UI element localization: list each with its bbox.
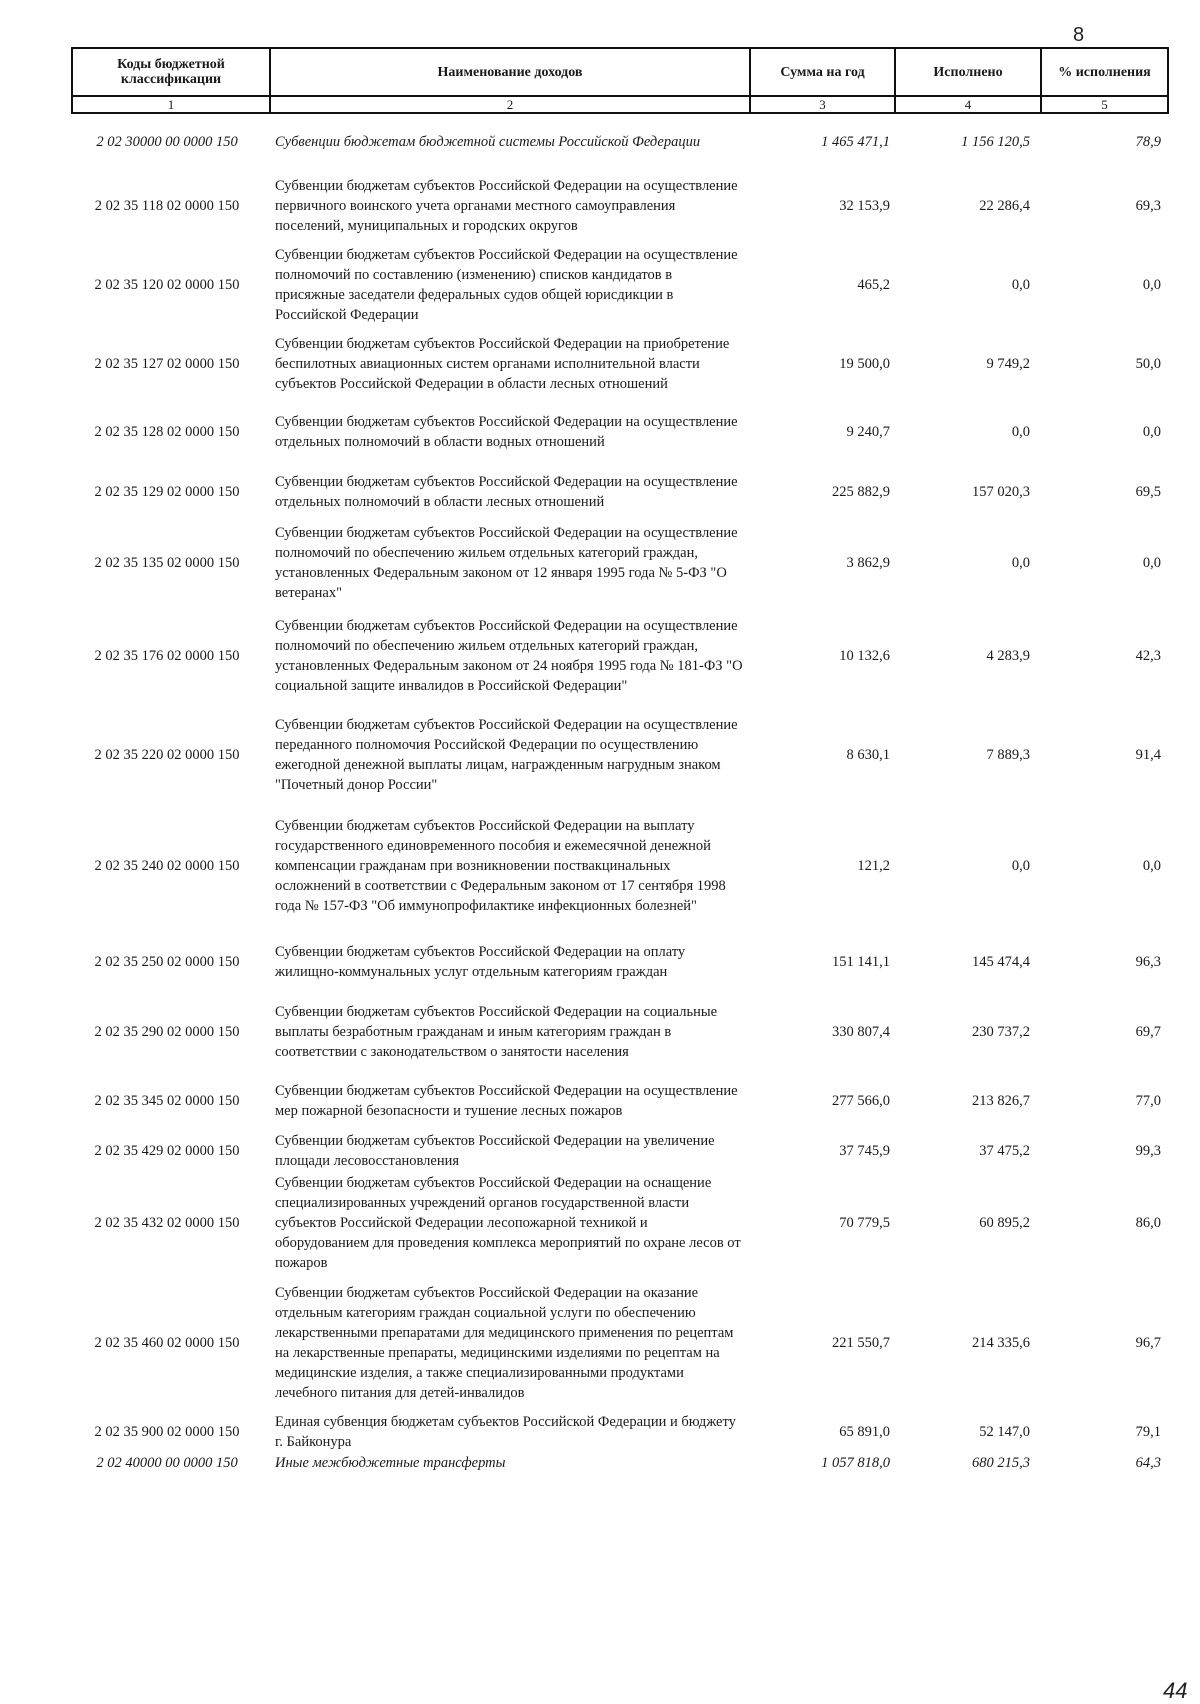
row-pct: 69,3 xyxy=(1135,198,1161,214)
row-done: 9 749,2 xyxy=(986,356,1030,372)
row-pct: 0,0 xyxy=(1142,424,1161,440)
row-name: Субвенции бюджетам субъектов Российской Федерации на осуществление полномочий по составлению (изменению) списков кандидатов в присяжные заседатели федеральных судов общей юрисдикции в Российской Федерации xyxy=(275,247,738,323)
row-code: 2 02 35 240 02 0000 150 xyxy=(94,858,240,874)
row-plan: 465,2 xyxy=(857,277,890,293)
row-code: 2 02 35 120 02 0000 150 xyxy=(94,277,240,293)
row-name: Субвенции бюджетам субъектов Российской Федерации на осуществление первичного воинского учета органами местного самоуправления поселений, муниципальных и городских округов xyxy=(275,178,738,234)
row-plan: 19 500,0 xyxy=(839,356,890,372)
row-pct: 69,7 xyxy=(1135,1024,1161,1040)
table-row xyxy=(71,993,1167,1071)
row-done: 0,0 xyxy=(1011,858,1030,874)
row-plan: 221 550,7 xyxy=(832,1335,890,1351)
table-row xyxy=(71,325,1167,403)
row-pct: 99,3 xyxy=(1135,1143,1161,1159)
row-name: Субвенции бюджетам субъектов Российской Федерации на осуществление полномочий по обеспечению жильем отдельных категорий граждан, установленных Федеральным законом от 12 января 1995 года № 5-ФЗ "О ветеранах" xyxy=(275,525,738,601)
row-plan: 32 153,9 xyxy=(839,198,890,214)
row-pct: 50,0 xyxy=(1135,356,1161,372)
table-row xyxy=(71,403,1167,461)
row-pct: 0,0 xyxy=(1142,858,1161,874)
row-name: Субвенции бюджетам субъектов Российской Федерации на осуществление отдельных полномочий в области лесных отношений xyxy=(275,474,738,510)
row-pct: 77,0 xyxy=(1135,1093,1161,1109)
row-plan: 1 465 471,1 xyxy=(821,134,890,150)
row-name: Иные межбюджетные трансферты xyxy=(275,1455,506,1471)
header-name: Наименование доходов xyxy=(270,48,750,96)
row-done: 1 156 120,5 xyxy=(961,134,1030,150)
row-plan: 70 779,5 xyxy=(839,1215,890,1231)
header-pct: % исполнения xyxy=(1041,48,1168,96)
row-plan: 10 132,6 xyxy=(839,648,890,664)
table-row xyxy=(71,167,1167,245)
row-done: 0,0 xyxy=(1011,424,1030,440)
row-pct: 96,7 xyxy=(1135,1335,1161,1351)
row-pct: 86,0 xyxy=(1135,1215,1161,1231)
row-plan: 65 891,0 xyxy=(839,1424,890,1440)
row-pct: 0,0 xyxy=(1142,277,1161,293)
row-code: 2 02 35 118 02 0000 150 xyxy=(94,198,240,214)
row-name: Субвенции бюджетам субъектов Российской Федерации на осуществление мер пожарной безопасности и тушение лесных пожаров xyxy=(275,1083,738,1119)
row-plan: 225 882,9 xyxy=(832,484,890,500)
row-name: Субвенции бюджетам субъектов Российской Федерации на осуществление переданного полномочия Российской Федерации по осуществлению ежегодной денежной выплаты лицам, награжденным нагрудным знаком "Почетный донор России" xyxy=(275,717,738,793)
row-code: 2 02 35 460 02 0000 150 xyxy=(94,1335,240,1351)
row-done: 22 286,4 xyxy=(979,198,1030,214)
row-plan: 151 141,1 xyxy=(832,954,890,970)
corner-mark: 44 xyxy=(1163,1678,1188,1703)
table-row xyxy=(71,523,1167,603)
header-num-1: 1 xyxy=(72,96,270,113)
table-row xyxy=(71,117,1167,167)
row-code: 2 02 35 345 02 0000 150 xyxy=(94,1093,240,1109)
row-done: 37 475,2 xyxy=(979,1143,1030,1159)
header-num-3: 3 xyxy=(750,96,895,113)
row-done: 52 147,0 xyxy=(979,1424,1030,1440)
row-plan: 37 745,9 xyxy=(839,1143,890,1159)
row-pct: 79,1 xyxy=(1135,1424,1161,1440)
row-name: Единая субвенция бюджетам субъектов Российской Федерации и бюджету г. Байконура xyxy=(275,1414,736,1450)
header-done: Исполнено xyxy=(895,48,1041,96)
row-code: 2 02 35 176 02 0000 150 xyxy=(94,648,240,664)
row-plan: 9 240,7 xyxy=(846,424,890,440)
row-done: 60 895,2 xyxy=(979,1215,1030,1231)
row-name: Субвенции бюджетам субъектов Российской Федерации на осуществление отдельных полномочий в области водных отношений xyxy=(275,414,738,450)
header-num-5: 5 xyxy=(1041,96,1168,113)
row-done: 230 737,2 xyxy=(972,1024,1030,1040)
row-done: 0,0 xyxy=(1011,277,1030,293)
row-pct: 78,9 xyxy=(1135,134,1161,150)
table-row xyxy=(71,931,1167,993)
row-name: Субвенции бюджетам субъектов Российской Федерации на приобретение беспилотных авиационных систем органами исполнительной власти субъектов Российской Федерации в области лесных отношений xyxy=(275,336,730,392)
row-done: 145 474,4 xyxy=(972,954,1030,970)
row-done: 213 826,7 xyxy=(972,1093,1030,1109)
row-plan: 277 566,0 xyxy=(832,1093,890,1109)
income-table xyxy=(71,117,1167,1473)
row-code: 2 02 35 129 02 0000 150 xyxy=(94,484,240,500)
table-row xyxy=(71,245,1167,325)
row-pct: 91,4 xyxy=(1135,747,1161,763)
page-number: 8 xyxy=(1073,24,1085,46)
table-row xyxy=(71,1071,1167,1131)
row-name: Субвенции бюджетам субъектов Российской Федерации на социальные выплаты безработным гражданам и иным категориям граждан в соответствии с законодательством о занятости населения xyxy=(275,1004,718,1060)
row-done: 214 335,6 xyxy=(972,1335,1030,1351)
row-plan: 1 057 818,0 xyxy=(821,1455,890,1471)
row-code: 2 02 40000 00 0000 150 xyxy=(96,1455,238,1471)
header-num-4: 4 xyxy=(895,96,1041,113)
row-code: 2 02 35 135 02 0000 150 xyxy=(94,555,240,571)
header-plan: Сумма на год xyxy=(750,48,895,96)
row-name: Субвенции бюджетам субъектов Российской Федерации на оказание отдельным категориям граждан социальной услуги по обеспечению лекарственными препаратами для медицинского применения по рецептам на лекарственные препараты, медицинскими изделиями по рецептам на медицинские изделия, а также специализированными продуктами лечебного питания для детей-инвалидов xyxy=(275,1285,734,1401)
row-code: 2 02 35 250 02 0000 150 xyxy=(94,954,240,970)
row-plan: 121,2 xyxy=(857,858,890,874)
row-code: 2 02 35 432 02 0000 150 xyxy=(94,1215,240,1231)
row-code: 2 02 35 429 02 0000 150 xyxy=(94,1143,240,1159)
row-name: Субвенции бюджетам субъектов Российской Федерации на осуществление полномочий по обеспечению жильем отдельных категорий граждан, установленных Федеральным законом от 24 ноября 1995 года № 181-ФЗ "О социальной защите инвалидов в Российской Федерации" xyxy=(275,618,743,694)
table-row xyxy=(71,1453,1167,1473)
row-code: 2 02 35 220 02 0000 150 xyxy=(94,747,240,763)
row-code: 2 02 35 127 02 0000 150 xyxy=(94,356,240,372)
table-row xyxy=(71,801,1167,931)
row-name: Субвенции бюджетам бюджетной системы Российской Федерации xyxy=(275,134,701,150)
row-pct: 69,5 xyxy=(1135,484,1161,500)
row-code: 2 02 30000 00 0000 150 xyxy=(96,134,238,150)
row-name: Субвенции бюджетам субъектов Российской Федерации на оплату жилищно-коммунальных услуг отдельным категориям граждан xyxy=(275,944,686,980)
row-plan: 3 862,9 xyxy=(846,555,890,571)
row-name: Субвенции бюджетам субъектов Российской Федерации на увеличение площади лесовосстановления xyxy=(275,1133,715,1169)
table-row xyxy=(71,1275,1167,1411)
table-row xyxy=(71,1171,1167,1275)
row-plan: 8 630,1 xyxy=(846,747,890,763)
row-pct: 64,3 xyxy=(1135,1455,1161,1471)
row-plan: 330 807,4 xyxy=(832,1024,890,1040)
row-code: 2 02 35 290 02 0000 150 xyxy=(94,1024,240,1040)
row-done: 680 215,3 xyxy=(972,1455,1030,1471)
row-name: Субвенции бюджетам субъектов Российской Федерации на оснащение специализированных учреждений органов государственной власти субъектов Российской Федерации лесопожарной техникой и оборудованием для проведения комплекса мероприятий по охране лесов от пожаров xyxy=(275,1175,741,1271)
row-pct: 0,0 xyxy=(1142,555,1161,571)
row-done: 157 020,3 xyxy=(972,484,1030,500)
table-row xyxy=(71,1411,1167,1453)
table-row xyxy=(71,603,1167,709)
row-code: 2 02 35 128 02 0000 150 xyxy=(94,424,240,440)
row-done: 7 889,3 xyxy=(986,747,1030,763)
row-pct: 42,3 xyxy=(1135,648,1161,664)
row-done: 0,0 xyxy=(1011,555,1030,571)
header-codes: Коды бюджетной классификации xyxy=(72,48,270,96)
table-row xyxy=(71,709,1167,801)
row-name: Субвенции бюджетам субъектов Российской Федерации на выплату государственного единовременного пособия и ежемесячной денежной компенсации гражданам при возникновении поствакцинальных осложнений в соответствии с Федеральным законом от 17 сентября 1998 года № 157-ФЗ "Об иммунопрофилактике инфекционных болезней" xyxy=(275,818,726,914)
table-header xyxy=(71,47,1169,114)
header-num-2: 2 xyxy=(270,96,750,113)
table-row xyxy=(71,1131,1167,1171)
table-row xyxy=(71,461,1167,523)
row-pct: 96,3 xyxy=(1135,954,1161,970)
row-done: 4 283,9 xyxy=(986,648,1030,664)
row-code: 2 02 35 900 02 0000 150 xyxy=(94,1424,240,1440)
